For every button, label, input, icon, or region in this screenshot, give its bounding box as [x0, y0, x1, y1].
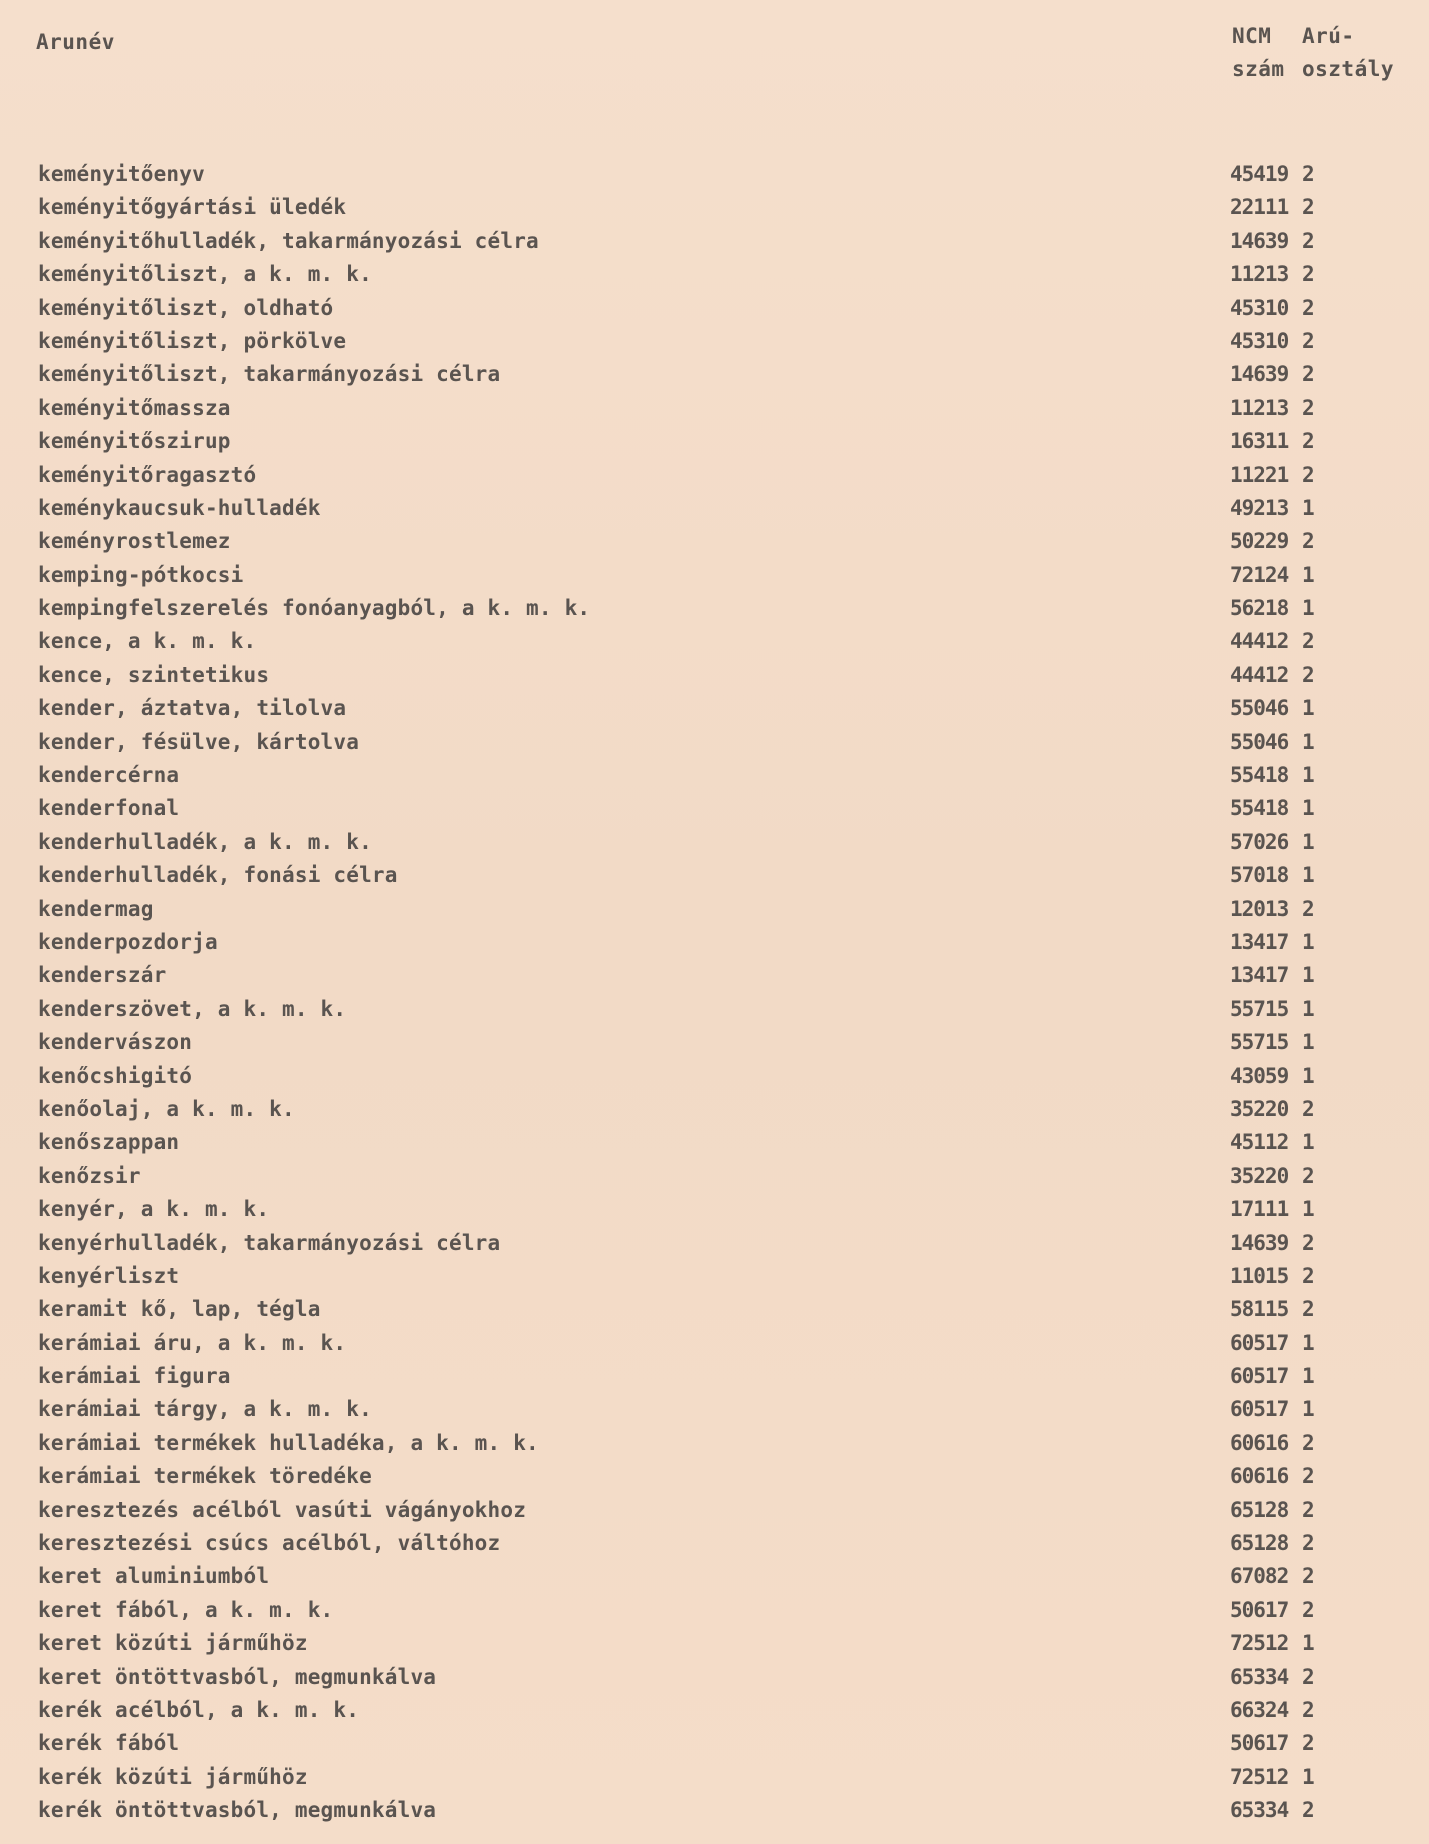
table-row — [0, 1560, 1429, 1593]
column-header-ncm-line2: szám — [1232, 57, 1285, 81]
ncm-number: 67082 — [1230, 1564, 1289, 1589]
product-name: kerék öntöttvasból, megmunkálva — [38, 1798, 437, 1823]
product-name: keret fából, a k. m. k. — [38, 1597, 334, 1622]
product-class: 1 — [1302, 863, 1315, 888]
table-row — [0, 625, 1429, 658]
product-name: kendervászon — [38, 1030, 193, 1055]
table-row — [0, 1494, 1429, 1527]
table-row — [0, 358, 1429, 391]
product-class: 2 — [1302, 1230, 1315, 1255]
product-name: kenyér, a k. m. k. — [38, 1197, 270, 1222]
product-class: 2 — [1302, 629, 1315, 654]
product-name: kenderhulladék, a k. m. k. — [38, 829, 372, 854]
ncm-number: 35220 — [1230, 1096, 1289, 1121]
column-header-class — [1302, 20, 1394, 86]
table-row — [0, 191, 1429, 224]
table-row — [0, 592, 1429, 625]
product-name: kerámiai áru, a k. m. k. — [38, 1330, 347, 1355]
ncm-number: 14639 — [1230, 228, 1289, 253]
table-row — [0, 1527, 1429, 1560]
product-name: keramit kő, lap, tégla — [38, 1297, 321, 1322]
table-row — [0, 1260, 1429, 1293]
ncm-number: 56218 — [1230, 596, 1289, 621]
ncm-number: 35220 — [1230, 1163, 1289, 1188]
product-class: 2 — [1302, 162, 1315, 186]
table-row — [0, 659, 1429, 692]
product-class: 2 — [1302, 362, 1315, 387]
ncm-number: 13417 — [1230, 963, 1289, 988]
ncm-number: 57026 — [1230, 829, 1289, 854]
product-name: kenyérhulladék, takarmányozási célra — [38, 1230, 501, 1255]
product-class: 2 — [1302, 529, 1315, 554]
ncm-number: 22111 — [1230, 195, 1289, 220]
product-class: 2 — [1302, 1597, 1315, 1622]
product-class: 1 — [1302, 1397, 1315, 1422]
product-class: 1 — [1302, 495, 1315, 520]
product-class: 2 — [1302, 1798, 1315, 1823]
table-row — [0, 392, 1429, 425]
product-name: keményitőliszt, takarmányozási célra — [38, 362, 501, 387]
table-row — [0, 1427, 1429, 1460]
ncm-number: 65128 — [1230, 1531, 1289, 1556]
product-list — [0, 158, 1429, 1828]
product-name: kerámiai termékek töredéke — [38, 1464, 372, 1489]
product-class: 2 — [1302, 262, 1315, 287]
ncm-number: 11015 — [1230, 1263, 1289, 1288]
table-row — [0, 1794, 1429, 1827]
ncm-number: 12013 — [1230, 896, 1289, 921]
ncm-number: 57018 — [1230, 863, 1289, 888]
table-row — [0, 158, 1429, 191]
ncm-number: 44412 — [1230, 629, 1289, 654]
product-name: keménykaucsuk-hulladék — [38, 495, 321, 520]
product-name: kenderszövet, a k. m. k. — [38, 996, 347, 1021]
product-class: 2 — [1302, 1263, 1315, 1288]
ncm-number: 55418 — [1230, 796, 1289, 821]
ncm-number: 55715 — [1230, 1030, 1289, 1055]
table-row — [0, 1227, 1429, 1260]
product-class: 2 — [1302, 429, 1315, 454]
product-name: kenőcshigitó — [38, 1063, 193, 1088]
ncm-number: 55715 — [1230, 996, 1289, 1021]
product-name: keret közúti járműhöz — [38, 1631, 308, 1656]
product-class: 1 — [1302, 1030, 1315, 1055]
table-row — [0, 559, 1429, 592]
table-row — [0, 1594, 1429, 1627]
ncm-number: 45310 — [1230, 295, 1289, 320]
table-row — [0, 1393, 1429, 1426]
table-row — [0, 926, 1429, 959]
table-row — [0, 1661, 1429, 1694]
product-name: keményitőliszt, a k. m. k. — [38, 262, 372, 287]
product-name: kempingfelszerelés fonóanyagból, a k. m. k. — [38, 596, 591, 621]
product-name: kerék fából — [38, 1731, 180, 1756]
table-row — [0, 225, 1429, 258]
product-name: keret öntöttvasból, megmunkálva — [38, 1664, 437, 1689]
product-class: 2 — [1302, 395, 1315, 420]
table-row — [0, 1727, 1429, 1760]
ncm-number: 60517 — [1230, 1330, 1289, 1355]
table-row — [0, 893, 1429, 926]
ncm-number: 60517 — [1230, 1364, 1289, 1389]
table-row — [0, 1627, 1429, 1660]
product-name: kendermag — [38, 896, 154, 921]
ncm-number: 11213 — [1230, 262, 1289, 287]
product-name: keresztezés acélból vasúti vágányokhoz — [38, 1497, 527, 1522]
ncm-number: 58115 — [1230, 1297, 1289, 1322]
product-class: 1 — [1302, 929, 1315, 954]
ncm-number: 72512 — [1230, 1764, 1289, 1789]
product-class: 1 — [1302, 763, 1315, 788]
product-name: kerámiai figura — [38, 1364, 231, 1389]
product-name: keményitőmassza — [38, 395, 231, 420]
ncm-number: 65334 — [1230, 1798, 1289, 1823]
product-class: 2 — [1302, 1297, 1315, 1322]
product-name: keményitőhulladék, takarmányozási célra — [38, 228, 539, 253]
ncm-number: 55046 — [1230, 696, 1289, 721]
product-name: keményitőliszt, pörkölve — [38, 328, 347, 353]
product-name: kenőzsir — [38, 1163, 141, 1188]
table-row — [0, 1694, 1429, 1727]
table-row — [0, 1761, 1429, 1794]
product-name: keményrostlemez — [38, 529, 231, 554]
ncm-number: 65128 — [1230, 1497, 1289, 1522]
table-row — [0, 258, 1429, 291]
table-row — [0, 759, 1429, 792]
ncm-number: 72512 — [1230, 1631, 1289, 1656]
ncm-number: 17111 — [1230, 1197, 1289, 1222]
product-class: 2 — [1302, 1531, 1315, 1556]
ncm-number: 45419 — [1230, 162, 1289, 186]
ncm-number: 50617 — [1230, 1597, 1289, 1622]
table-row — [0, 959, 1429, 992]
product-class: 1 — [1302, 596, 1315, 621]
ncm-number: 72124 — [1230, 562, 1289, 587]
table-row — [0, 859, 1429, 892]
product-class: 2 — [1302, 1096, 1315, 1121]
ncm-number: 50617 — [1230, 1731, 1289, 1756]
ncm-number: 55046 — [1230, 729, 1289, 754]
ncm-number: 11213 — [1230, 395, 1289, 420]
product-class: 1 — [1302, 829, 1315, 854]
ncm-number: 65334 — [1230, 1664, 1289, 1689]
product-name: kerék acélból, a k. m. k. — [38, 1697, 360, 1722]
product-class: 1 — [1302, 1130, 1315, 1155]
product-name: kenőolaj, a k. m. k. — [38, 1096, 295, 1121]
product-name: keményitőliszt, oldható — [38, 295, 334, 320]
ncm-number: 45112 — [1230, 1130, 1289, 1155]
product-class: 1 — [1302, 696, 1315, 721]
table-row — [0, 1160, 1429, 1193]
ncm-number: 55418 — [1230, 763, 1289, 788]
product-class: 2 — [1302, 1497, 1315, 1522]
table-row — [0, 325, 1429, 358]
product-name: keményitőenyv — [38, 162, 205, 186]
product-class: 2 — [1302, 462, 1315, 487]
product-name: kenderhulladék, fonási célra — [38, 863, 398, 888]
product-class: 1 — [1302, 796, 1315, 821]
column-header-ncm-line1: NCM — [1232, 24, 1272, 48]
product-class: 1 — [1302, 1631, 1315, 1656]
product-name: kenderszár — [38, 963, 167, 988]
product-name: keményitőgyártási üledék — [38, 195, 347, 220]
table-row — [0, 459, 1429, 492]
table-row — [0, 1360, 1429, 1393]
product-class: 2 — [1302, 662, 1315, 687]
product-name: kemping-pótkocsi — [38, 562, 244, 587]
product-name: kenyérliszt — [38, 1263, 180, 1288]
table-row — [0, 492, 1429, 525]
product-name: keresztezési csúcs acélból, váltóhoz — [38, 1531, 501, 1556]
product-name: keményitőragasztó — [38, 462, 257, 487]
product-name: keret aluminiumból — [38, 1564, 270, 1589]
table-row — [0, 826, 1429, 859]
table-row — [0, 1193, 1429, 1226]
ncm-number: 16311 — [1230, 429, 1289, 454]
product-class: 1 — [1302, 1330, 1315, 1355]
product-class: 1 — [1302, 1364, 1315, 1389]
product-name: kence, a k. m. k. — [38, 629, 257, 654]
ncm-number: 13417 — [1230, 929, 1289, 954]
product-class: 2 — [1302, 1731, 1315, 1756]
column-header-class-line1: Arú- — [1302, 24, 1355, 48]
product-class: 2 — [1302, 1697, 1315, 1722]
product-name: kenőszappan — [38, 1130, 180, 1155]
column-header-ncm — [1232, 20, 1285, 86]
ncm-number: 45310 — [1230, 328, 1289, 353]
ncm-number: 14639 — [1230, 1230, 1289, 1255]
product-name: kenderfonal — [38, 796, 180, 821]
table-row — [0, 1293, 1429, 1326]
ncm-number: 11221 — [1230, 462, 1289, 487]
table-row — [0, 1026, 1429, 1059]
product-class: 2 — [1302, 1430, 1315, 1455]
product-name: kender, áztatva, tilolva — [38, 696, 347, 721]
product-class: 2 — [1302, 1464, 1315, 1489]
ncm-number: 14639 — [1230, 362, 1289, 387]
product-class: 2 — [1302, 1564, 1315, 1589]
table-row — [0, 1126, 1429, 1159]
table-row — [0, 692, 1429, 725]
table-row — [0, 425, 1429, 458]
product-class: 1 — [1302, 1063, 1315, 1088]
ncm-number: 60616 — [1230, 1464, 1289, 1489]
table-row — [0, 1060, 1429, 1093]
product-name: kerék közúti járműhöz — [38, 1764, 308, 1789]
product-name: kence, szintetikus — [38, 662, 270, 687]
product-class: 2 — [1302, 328, 1315, 353]
table-row — [0, 1460, 1429, 1493]
product-class: 1 — [1302, 1764, 1315, 1789]
product-class: 2 — [1302, 295, 1315, 320]
product-class: 1 — [1302, 1197, 1315, 1222]
product-class: 2 — [1302, 195, 1315, 220]
ncm-number: 44412 — [1230, 662, 1289, 687]
product-class: 1 — [1302, 996, 1315, 1021]
product-name: kerámiai termékek hulladéka, a k. m. k. — [38, 1430, 539, 1455]
ncm-number: 60616 — [1230, 1430, 1289, 1455]
column-header-class-line2: osztály — [1302, 57, 1395, 81]
product-name: kendercérna — [38, 763, 180, 788]
table-row — [0, 1093, 1429, 1126]
product-name: kenderpozdorja — [38, 929, 218, 954]
product-class: 2 — [1302, 1664, 1315, 1689]
table-row — [0, 1327, 1429, 1360]
ncm-number: 43059 — [1230, 1063, 1289, 1088]
ncm-number: 66324 — [1230, 1697, 1289, 1722]
product-class: 2 — [1302, 896, 1315, 921]
product-class: 2 — [1302, 1163, 1315, 1188]
product-name: keményitőszirup — [38, 429, 231, 454]
product-class: 1 — [1302, 963, 1315, 988]
table-row — [0, 726, 1429, 759]
product-class: 2 — [1302, 228, 1315, 253]
product-class: 1 — [1302, 729, 1315, 754]
table-row — [0, 993, 1429, 1026]
ncm-number: 50229 — [1230, 529, 1289, 554]
product-name: kerámiai tárgy, a k. m. k. — [38, 1397, 372, 1422]
column-header-product-name: Arunév — [36, 30, 115, 54]
table-row — [0, 292, 1429, 325]
ncm-number: 49213 — [1230, 495, 1289, 520]
product-class: 1 — [1302, 562, 1315, 587]
product-name: kender, fésülve, kártolva — [38, 729, 360, 754]
table-row — [0, 792, 1429, 825]
ncm-number: 60517 — [1230, 1397, 1289, 1422]
table-row — [0, 525, 1429, 558]
